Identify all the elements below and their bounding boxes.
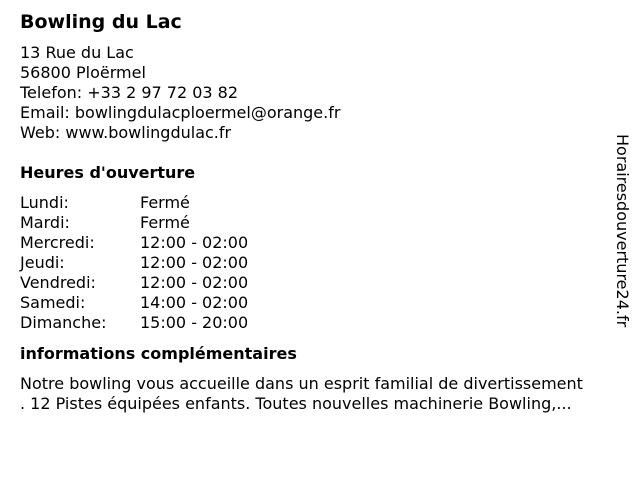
hours-day: Lundi: [20,193,69,212]
hours-time: Fermé [140,213,190,232]
hours-day: Vendredi: [20,273,96,292]
hours-time: 12:00 - 02:00 [140,253,249,272]
address-street: 13 Rue du Lac [20,43,134,62]
hours-day: Dimanche: [20,313,107,332]
hours-day: Jeudi: [20,253,65,272]
description-line-2: . 12 Pistes équipées enfants. Toutes nouvelles machinerie Bowling,... [20,394,572,413]
hours-row-thursday [20,253,620,273]
hours-row-tuesday [20,213,620,233]
hours-day: Samedi: [20,293,86,312]
hours-table [20,193,620,333]
phone-line: Telefon: +33 2 97 72 03 82 [20,83,239,102]
hours-row-sunday [20,313,620,333]
site-watermark [612,134,632,344]
hours-time: 14:00 - 02:00 [140,293,249,312]
hours-day: Mardi: [20,213,70,232]
hours-time: Fermé [140,193,190,212]
business-name: Bowling du Lac [20,11,182,33]
hours-time: 12:00 - 02:00 [140,233,249,252]
description-line-1: Notre bowling vous accueille dans un esprit familial de divertissement [20,374,583,393]
hours-row-saturday [20,293,620,313]
hours-day: Mercredi: [20,233,95,252]
hours-time: 15:00 - 20:00 [140,313,249,332]
hours-row-wednesday [20,233,620,253]
hours-heading: Heures d'ouverture [20,163,196,182]
additional-info-heading: informations complémentaires [20,344,297,363]
hours-time: 12:00 - 02:00 [140,273,249,292]
address-city: 56800 Ploërmel [20,63,146,82]
web-line: Web: www.bowlingdulac.fr [20,123,232,142]
hours-row-monday [20,193,620,213]
email-line: Email: bowlingdulacploermel@orange.fr [20,103,341,122]
business-info-card [20,8,620,414]
watermark-text: Horairesdouverture24.fr [613,134,632,328]
hours-row-friday [20,273,620,293]
